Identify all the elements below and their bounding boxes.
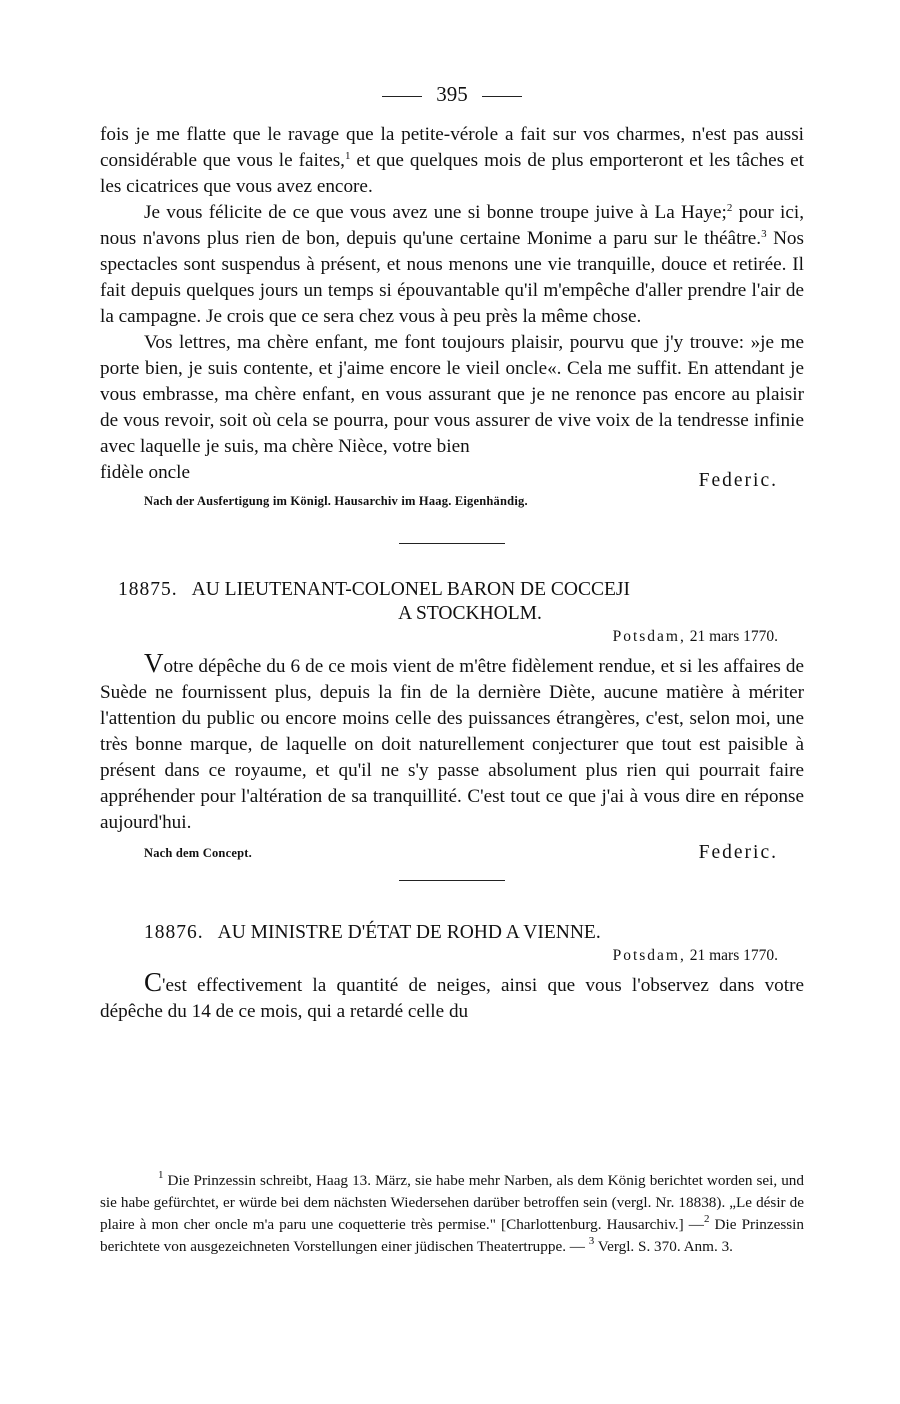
closing-text: fidèle oncle — [100, 462, 191, 483]
letter-body: Votre dépêche du 6 de ce mois vient de m'être fidèlement rendue, et si les affaires de Suède ne fournissent plus, depuis la fin de la dernière Diète, aucune matière à mériter l'attention du public ou encore moins celle des puissances étrangères, c'est, selon moi, une très bonne marque, de laquelle on doit naturellement conjecturer que tout est paisible à présent dans ce royaume, et qu'il ne s'y passe absolument plus rien qui pourrait faire appréhender pour l'altération de sa tranquillité. C'est tout ce que j'ai à vous dire en réponse aujourd'hui. — [100, 648, 804, 833]
letter-heading — [100, 921, 804, 945]
page-number: 395 — [436, 82, 468, 106]
drop-cap: C — [144, 967, 163, 997]
letter-title: AU MINISTRE D'ÉTAT DE ROHD A VIENNE. — [217, 922, 601, 943]
drop-cap: V — [144, 648, 164, 678]
paragraph-3: Vos lettres, ma chère enfant, me font toujours plaisir, pourvu que j'y trouve: »je me porte bien, je suis contente, et j'aime encore le vieil oncle«. Cela me suffit. En attendant je vous embrasse, ma chère enfant, en vous assurant que je ne renonce pas encore au plaisir de vous revoir, soit où cela se pourra, pour vous assurer de vive voix de la tendresse infinie avec laquelle je suis, ma chère Nièce, votre bien — [100, 332, 804, 457]
signature: Federic. — [698, 470, 778, 491]
footnote-mark-1: 1 — [158, 1169, 164, 1181]
footnote-text: $^1$ Die Prinzessin schreibt, Haag 13. März, sie habe mehr Narben, als dem König berichtet worden sei, und sie habe gefürchtet, er würde bei dem nächsten Wiedersehen darüber betroffen sein (vergl. Nr. 18838). „Le désir de plaire à mon cher oncle m'a paru une coquetterie très permise." [Charlottenburg. Hausarchiv.] —$^2$ Die Prinzessin berichtete von ausgezeichneten Vorstellungen einer jüdischen Theatertruppe. — $^3$ Vergl. S. 370. Anm. 3. — [100, 1169, 804, 1255]
section-divider — [399, 543, 505, 544]
letter-title-line2: A STOCKHOLM. — [398, 603, 542, 624]
letter-heading — [100, 578, 804, 626]
letter-continuation — [100, 122, 804, 509]
header-dash-left — [382, 96, 422, 97]
footnote-ref-2[interactable]: 2 — [726, 202, 733, 214]
source-signature-line — [100, 840, 804, 866]
page-header — [100, 82, 804, 122]
letter-body: C'est effectivement la quantité de neiges, ainsi que vous l'observez dans votre dépêche du 14 de ce mois, qui a retardé celle du — [100, 967, 804, 1022]
footnote-ref-1[interactable]: 1 — [344, 150, 351, 162]
footnote-ref-3[interactable]: 3 — [761, 228, 767, 240]
letter-number: 18876. — [144, 922, 204, 943]
dateline: Potsdam, 21 mars 1770. — [612, 947, 778, 964]
paragraph-2: Je vous félicite de ce que vous avez une si bonne troupe juive à La Haye;$^2$ pour ici, nous n'avons plus rien de bon, depuis qu'une certaine Monime a paru sur le théâtre.$^3$ Nos spectacles sont suspendus à présent, et nous menons une vie tranquille, douce et retirée. Il fait depuis quelques jours un temps si épouvantable qu'il m'empêche d'aller prendre l'air de la campagne. Je crois que ce sera chez vous à peu près la même chose. — [100, 202, 804, 327]
signature: Federic. — [698, 842, 778, 863]
letter-18876 — [100, 921, 804, 1025]
letter-18875 — [100, 578, 804, 866]
letter-number: 18875. — [118, 579, 178, 600]
section-divider — [399, 880, 505, 881]
footnote-mark-2: 2 — [703, 1213, 710, 1225]
page-body — [100, 82, 804, 1025]
footnote-mark-3: 3 — [588, 1235, 595, 1247]
source-note: Nach der Ausfertigung im Königl. Hausarchiv im Haag. Eigenhändig. — [144, 494, 528, 508]
dateline: Potsdam, 21 mars 1770. — [612, 628, 778, 645]
letter-title: AU LIEUTENANT-COLONEL BARON DE COCCEJI — [191, 579, 630, 600]
paragraph-1: fois je me flatte que le ravage que la petite-vérole a fait sur vos charmes, n'est pas aussi considérable que vous le faites,$^1$ et que quelques mois de plus emporteront et les tâches et les cicatrices que vous avez encore. — [100, 124, 804, 197]
source-note: Nach dem Concept. — [144, 846, 252, 860]
footnotes — [100, 1170, 804, 1258]
header-dash-right — [482, 96, 522, 97]
closing-line — [100, 460, 804, 491]
